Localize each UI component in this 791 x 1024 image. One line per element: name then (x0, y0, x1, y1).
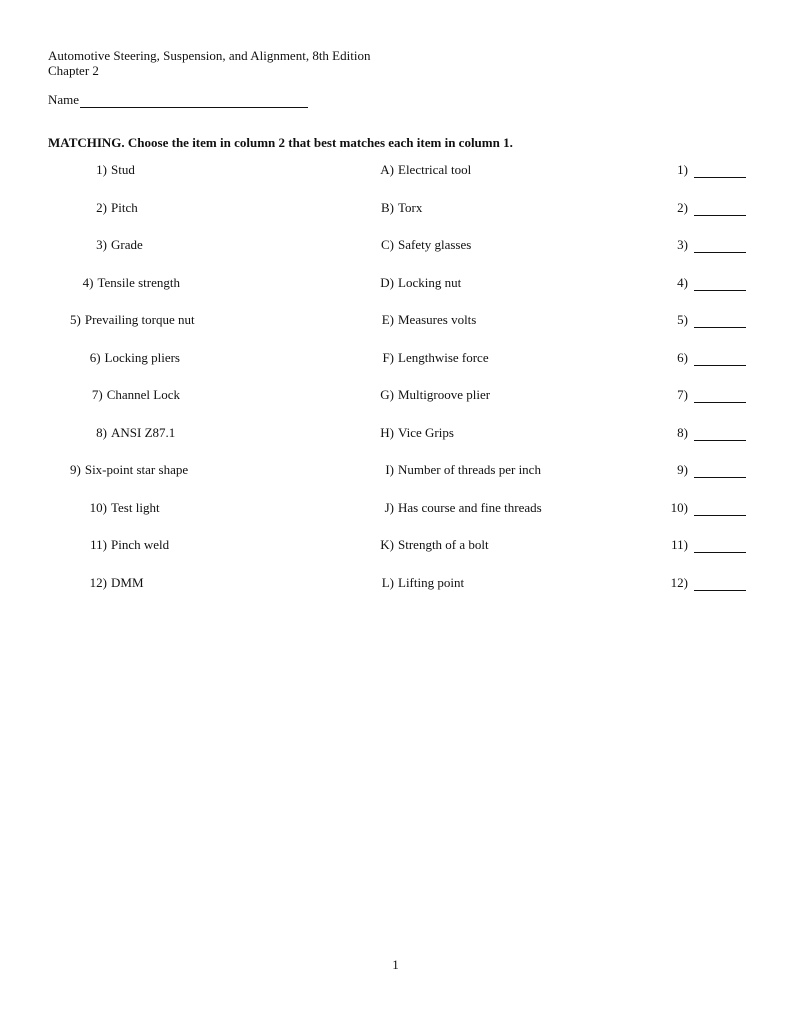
answer-blank-line[interactable] (694, 428, 746, 441)
answer-number: 3) (677, 237, 688, 252)
term-text: DMM (111, 574, 144, 590)
term-item (70, 462, 189, 478)
answer-number: 8) (677, 424, 688, 440)
term-item (70, 200, 180, 216)
term-text: Pitch (111, 199, 138, 215)
matching-row (0, 537, 791, 575)
term-number: 5) (70, 312, 81, 327)
term-item (70, 537, 180, 553)
match-option (340, 387, 580, 403)
match-text: Has course and fine threads (398, 499, 542, 515)
answer-number: 4) (677, 274, 688, 290)
term-number: 10) (89, 499, 107, 515)
answer-field (640, 350, 746, 366)
match-text: Safety glasses (398, 237, 472, 252)
answer-blank-line[interactable] (694, 203, 746, 216)
answer-number: 6) (677, 349, 688, 365)
answer-blank-line[interactable] (694, 278, 746, 291)
matching-row (0, 387, 791, 425)
term-number: 9) (70, 462, 81, 477)
answer-field (640, 162, 746, 178)
name-row (48, 92, 308, 108)
term-text: Prevailing torque nut (84, 312, 195, 327)
term-number: 7) (91, 387, 103, 402)
term-text: Locking pliers (104, 349, 180, 365)
name-blank-line[interactable] (80, 94, 308, 108)
matching-row (0, 237, 791, 275)
answer-field (640, 200, 746, 216)
page-number: 1 (392, 957, 399, 972)
match-text: Number of threads per inch (398, 462, 541, 477)
term-number: 3) (96, 237, 107, 252)
match-option (340, 575, 580, 591)
chapter-label: Chapter 2 (48, 63, 99, 78)
term-item (70, 237, 180, 253)
term-item (70, 275, 180, 291)
match-text: Measures volts (398, 312, 477, 327)
match-option (340, 350, 580, 366)
match-option (340, 312, 580, 328)
match-letter: I) (385, 462, 394, 477)
match-option (340, 537, 580, 553)
term-text: Tensile strength (97, 274, 180, 290)
match-letter: E) (381, 312, 394, 327)
matching-row (0, 200, 791, 238)
term-number: 8) (96, 424, 107, 440)
matching-row (0, 575, 791, 613)
match-option (340, 200, 580, 216)
matching-row (0, 275, 791, 313)
match-letter: F) (382, 349, 394, 365)
answer-number: 5) (677, 312, 688, 327)
match-option (340, 462, 580, 478)
term-number: 4) (82, 274, 94, 290)
match-letter: H) (380, 424, 394, 440)
match-text: Strength of a bolt (398, 537, 489, 552)
answer-field (640, 462, 746, 478)
term-number: 6) (89, 349, 101, 365)
book-title: Automotive Steering, Suspension, and Alignment, 8th Edition (48, 48, 371, 63)
answer-blank-line[interactable] (694, 465, 746, 478)
term-text: Channel Lock (106, 387, 180, 402)
match-letter: C) (381, 237, 394, 252)
term-item (70, 425, 180, 441)
term-item (70, 350, 180, 366)
match-text: Torx (398, 199, 423, 215)
matching-row (0, 350, 791, 388)
term-item (70, 162, 180, 178)
answer-field (640, 575, 746, 591)
answer-blank-line[interactable] (694, 353, 746, 366)
answer-blank-line[interactable] (694, 503, 746, 516)
answer-field (640, 275, 746, 291)
matching-row (0, 312, 791, 350)
match-letter: L) (381, 574, 394, 590)
match-text: Lifting point (398, 574, 465, 590)
term-text: Stud (111, 162, 135, 177)
match-option (340, 162, 580, 178)
term-item (70, 575, 180, 591)
match-text: Locking nut (398, 274, 462, 290)
header (48, 48, 370, 78)
answer-field (640, 237, 746, 253)
match-letter: K) (380, 537, 394, 552)
answer-field (640, 537, 746, 553)
term-number: 12) (89, 574, 107, 590)
match-letter: J) (384, 499, 394, 515)
answer-number: 12) (670, 574, 688, 590)
answer-number: 7) (677, 387, 688, 402)
term-number: 1) (96, 162, 107, 177)
term-item (70, 387, 180, 403)
match-text: Electrical tool (398, 162, 472, 177)
matching-row (0, 462, 791, 500)
answer-blank-line[interactable] (694, 240, 746, 253)
answer-field (640, 500, 746, 516)
instructions: MATCHING. Choose the item in column 2 that best matches each item in column 1. (48, 135, 513, 150)
match-letter: G) (380, 387, 394, 402)
answer-blank-line[interactable] (694, 390, 746, 403)
match-letter: B) (381, 199, 394, 215)
answer-blank-line[interactable] (694, 578, 746, 591)
match-option (340, 425, 580, 441)
answer-number: 10) (670, 499, 688, 515)
term-item (70, 312, 195, 328)
match-option (340, 237, 580, 253)
term-number: 2) (96, 199, 107, 215)
answer-field (640, 387, 746, 403)
match-text: Lengthwise force (398, 349, 489, 365)
match-text: Multigroove plier (398, 387, 491, 402)
answer-number: 2) (677, 199, 688, 215)
match-text: Vice Grips (398, 424, 454, 440)
answer-field (640, 312, 746, 328)
matching-row (0, 500, 791, 538)
match-letter: A) (380, 162, 394, 177)
term-text: ANSI Z87.1 (111, 424, 176, 440)
term-text: Six-point star shape (84, 462, 189, 477)
term-item (70, 500, 180, 516)
answer-number: 1) (677, 162, 688, 177)
term-text: Pinch weld (111, 537, 170, 552)
match-letter: D) (380, 274, 394, 290)
term-text: Grade (111, 237, 143, 252)
term-text: Test light (111, 499, 160, 515)
answer-number: 11) (671, 537, 688, 552)
matching-row (0, 162, 791, 200)
matching-row (0, 425, 791, 463)
answer-blank-line[interactable] (694, 540, 746, 553)
term-number: 11) (90, 537, 107, 552)
answer-number: 9) (677, 462, 688, 477)
answer-blank-line[interactable] (694, 165, 746, 178)
matching-list (0, 162, 791, 612)
match-option (340, 500, 580, 516)
name-label: Name (48, 92, 80, 107)
answer-field (640, 425, 746, 441)
match-option (340, 275, 580, 291)
answer-blank-line[interactable] (694, 315, 746, 328)
